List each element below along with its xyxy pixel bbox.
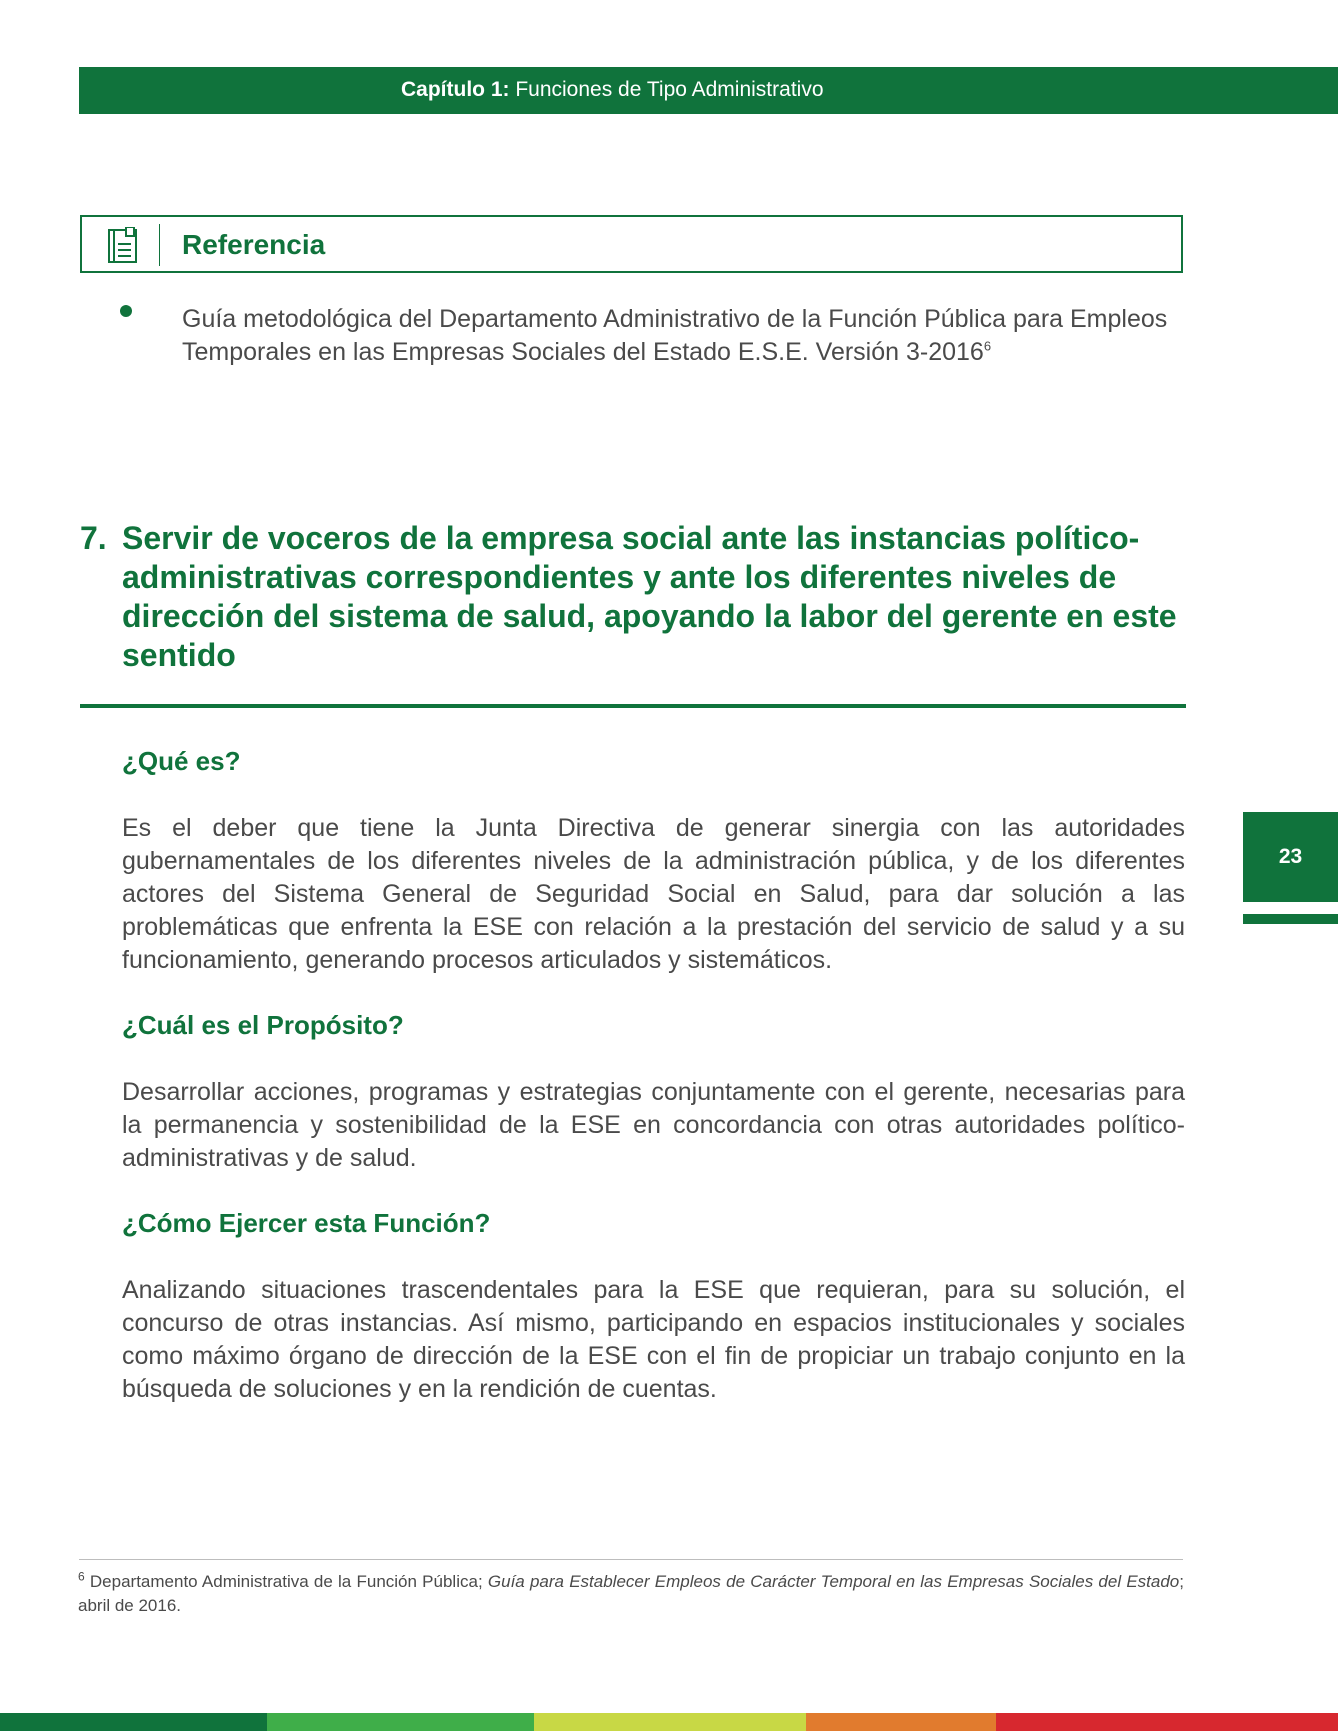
strip-segment	[267, 1713, 534, 1731]
footnote-tail: ; abril de 2016.	[78, 1572, 1184, 1615]
chapter-title: Funciones de Tipo Administrativo	[509, 78, 824, 101]
subheading-como-ejercer: ¿Cómo Ejercer esta Función?	[122, 1208, 491, 1238]
section-number: 7.	[80, 520, 107, 556]
footnote-mark: 6	[983, 338, 992, 354]
strip-segment	[0, 1713, 267, 1731]
strip-segment	[996, 1713, 1338, 1731]
subheading-que-es: ¿Qué es?	[122, 746, 241, 776]
chapter-header-bar	[79, 67, 1338, 114]
chapter-label: Capítulo 1:	[401, 78, 510, 101]
paragraph-como-ejercer: Analizando situaciones trascendentales para la ESE que requieran, para su solución, el concurso de otras instancias. Así mismo, participando en espacios institucionales y sociales como máximo órgano de dirección de la ESE con el fin de propiciar un trabajo conjunto en la búsqueda de soluciones y en la rendición de cuentas.	[122, 1276, 1185, 1403]
reference-item-text: Guía metodológica del Departamento Administrativo de la Función Pública para Empleos Temporales en las Empresas Sociales del Estado E.S.E. Versión 3-2016	[182, 305, 1168, 366]
reference-title: Referencia	[182, 229, 326, 260]
strip-segment	[534, 1713, 806, 1731]
paragraph-que-es: Es el deber que tiene la Junta Directiva de generar sinergia con las autoridades gubernamentales de los diferentes niveles de la administración pública, y de los diferentes actores del Sistema General de Seguridad Social en Salud, para dar solución a las problemáticas que enfrenta la ESE con relación a la prestación del servicio de salud y a su funcionamiento, generando procesos articulados y sistemáticos.	[122, 814, 1185, 974]
color-strip	[0, 1713, 1338, 1731]
footnote-title: Guía para Establecer Empleos de Carácter Temporal en las Empresas Sociales del Estado	[487, 1572, 1180, 1591]
subheading-proposito: ¿Cuál es el Propósito?	[122, 1010, 404, 1040]
paragraph-proposito: Desarrollar acciones, programas y estrategias conjuntamente con el gerente, necesarias para la permanencia y sostenibilidad de la ESE en concordancia con otras autoridades político-administrativas y de salud.	[122, 1078, 1185, 1172]
book-icon	[106, 227, 140, 265]
reference-divider	[159, 224, 160, 266]
footnote	[78, 1570, 1184, 1618]
chapter-heading	[401, 78, 824, 102]
footnote-divider	[79, 1559, 1183, 1560]
strip-segment	[806, 1713, 996, 1731]
page-number: 23	[1278, 845, 1303, 868]
page-tab-accent	[1243, 914, 1338, 924]
page-number-tab	[1243, 812, 1338, 902]
footnote-lead: Departamento Administrativa de la Función Pública;	[84, 1572, 488, 1591]
section-title: Servir de voceros de la empresa social ante las instancias político-administrativas correspondientes y ante los diferentes niveles de dirección del sistema de salud, apoyando la labor del gerente en este sentido	[122, 520, 1177, 673]
reference-box	[80, 215, 1183, 273]
section-divider	[80, 704, 1186, 708]
footnote-number: 6	[78, 1569, 85, 1584]
bullet-icon	[120, 305, 132, 317]
reference-item	[182, 303, 1182, 369]
